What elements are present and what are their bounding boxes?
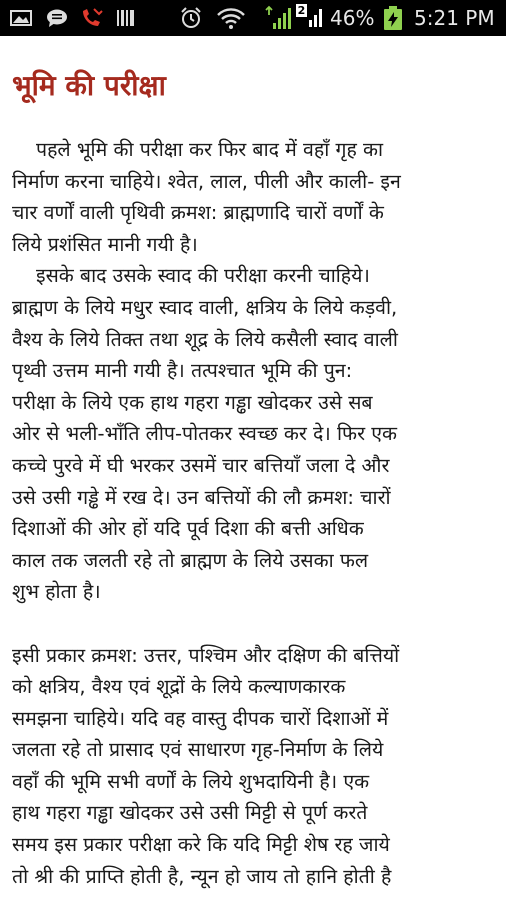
- paragraph-line: पृथ्वी उत्तम मानी गयी है। तत्पश्चात भूमि की पुन:: [12, 359, 353, 383]
- battery-charging-icon: [380, 0, 406, 36]
- paragraph-line: को क्षत्रिय, वैश्य एवं शूद्रों के लिये कल्याणकारक: [12, 675, 346, 699]
- paragraph-line: इसी प्रकार क्रमश: उत्तर, पश्चिम और दक्षिण की बत्तियों: [12, 643, 400, 667]
- paragraph-line: हाथ गहरा गड्ढा खोदकर उसे उसी मिट्टी से पूर्ण करते: [12, 801, 368, 825]
- battery-percent: 46%: [330, 6, 375, 30]
- paragraph-line: तो श्री की प्राप्ति होती है, न्यून हो जाय तो हानि होती है: [12, 864, 392, 888]
- signal-icon: [262, 0, 294, 36]
- paragraph-line: ब्राह्मण के लिये मधुर स्वाद वाली, क्षत्रिय के लिये कड़वी,: [12, 295, 398, 319]
- signal-2-icon: [296, 0, 326, 36]
- paragraph-line: कच्चे पुरवे में घी भरकर उसमें चार बत्तियाँ जला दे और: [12, 453, 390, 477]
- paragraph-line: ओर से भली-भाँति लीप-पोतकर स्वच्छ कर दे। फिर एक: [12, 422, 398, 446]
- paragraph-line: लिये प्रशंसित मानी गयी है।: [12, 232, 198, 256]
- paragraph-line: परीक्षा के लिये एक हाथ गहरा गड्ढा खोदकर उसे सब: [12, 390, 373, 414]
- paragraph-line: शुभ होता है।: [12, 580, 101, 604]
- status-bar: [0, 0, 506, 36]
- paragraph-3: [12, 640, 498, 893]
- article-body: [12, 134, 498, 892]
- paragraph-2: [12, 260, 498, 608]
- article-view[interactable]: [0, 36, 506, 900]
- picture-icon: [8, 0, 34, 36]
- paragraph-line: पहले भूमि की परीक्षा कर फिर बाद में वहाँ गृह का: [36, 138, 384, 161]
- paragraph-line: समय इस प्रकार परीक्षा करे कि यदि मिट्टी शेष रह जाये: [12, 833, 390, 857]
- wifi-icon: [214, 0, 248, 36]
- paragraph-line: वहाँ की भूमि सभी वर्णों के लिये शुभदायिनी है। एक: [12, 769, 370, 793]
- clock: 5:21 PM: [414, 6, 495, 30]
- paragraph-line: वैश्य के लिये तिक्त तथा शूद्र के लिये कसैली स्वाद वाली: [12, 327, 398, 351]
- missed-call-icon: [78, 0, 106, 36]
- message-icon: [44, 0, 70, 36]
- paragraph-line: चार वर्णों वाली पृथिवी क्रमश: ब्राह्मणादि चारों वर्णों के: [12, 201, 384, 225]
- paragraph-line: समझना चाहिये। यदि वह वास्तु दीपक चारों दिशाओं में: [12, 706, 389, 730]
- paragraph-line: जलता रहे तो प्रासाद एवं साधारण गृह-निर्माण के लिये: [12, 738, 384, 762]
- paragraph-line: उसे उसी गड्ढे में रख दे। उन बत्तियों की लौ क्रमश: चारों: [12, 485, 391, 509]
- sim-slot-badge: 2: [297, 4, 306, 17]
- page-title: भूमि की परीक्षा: [12, 69, 166, 102]
- paragraph-spacer: [12, 608, 498, 640]
- paragraph-line: काल तक जलती रहे तो ब्राह्मण के लिये उसका फल: [12, 548, 369, 572]
- alarm-icon: [176, 0, 206, 36]
- paragraph-line: इसके बाद उसके स्वाद की परीक्षा करनी चाहिये।: [36, 264, 370, 288]
- barcode-icon: [114, 0, 138, 36]
- paragraph-line: निर्माण करना चाहिये। श्वेत, लाल, पीली और काली- इन: [12, 169, 401, 193]
- paragraph-1: [12, 134, 498, 260]
- paragraph-line: दिशाओं की ओर हों यदि पूर्व दिशा की बत्ती अधिक: [12, 517, 364, 541]
